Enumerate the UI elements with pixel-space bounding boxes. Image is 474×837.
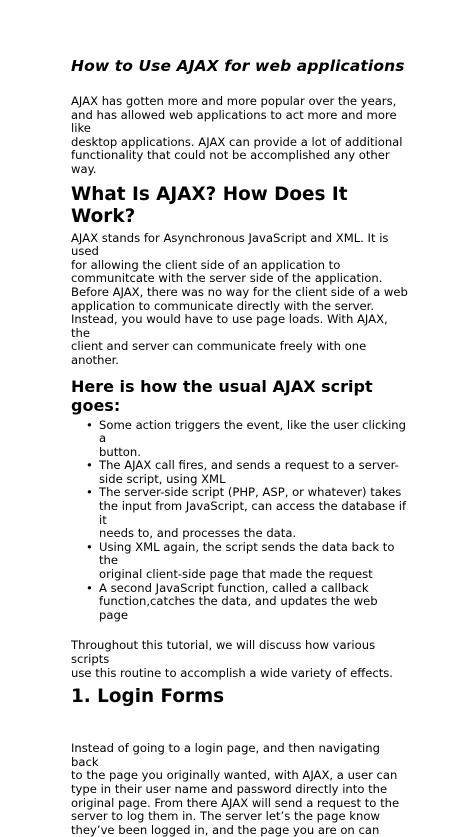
ajax-steps-list [71, 419, 408, 623]
section-heading-login-forms: 1. Login Forms [71, 686, 225, 708]
list-item-text: A second JavaScript function, called a callback function,catches the data, and updates the web page [99, 580, 378, 622]
bullet-icon: • [86, 580, 93, 595]
list-item [86, 458, 408, 486]
bullet-icon: • [86, 485, 93, 500]
list-item [86, 539, 408, 582]
section-outro-paragraph: Throughout this tutorial, we will discuss how various scripts use this routine to accomplish a wide variety of effects. [71, 638, 393, 680]
section-heading-ajax-script: Here is how the usual AJAX script goes: [71, 376, 373, 415]
list-item [86, 485, 408, 541]
list-item-text: The AJAX call fires, and sends a request to a server- side script, using XML [99, 458, 399, 486]
list-item [86, 417, 408, 460]
section-body-login-forms: Instead of going to a login page, and then navigating back to the page you originally wanted, with AJAX, a user can type in their user name and password directly into the original page. From there AJAX will send a request to the server to log them in. The server let’s the page know they’ve been logged in, and the page you are on can [71, 741, 400, 837]
document-title: How to Use AJAX for web applications [71, 57, 405, 75]
bullet-icon: • [86, 417, 93, 432]
list-item-text: Using XML again, the script sends the data back to the original client-side page that made the request [99, 539, 395, 582]
intro-paragraph: AJAX has gotten more and more popular over the years, and has allowed web applications to act more and more like desktop applications. AJAX can provide a lot of additional functionality that could not be accomplished any other way. [71, 94, 403, 176]
section-heading-what-is-ajax: What Is AJAX? How Does It Work? [71, 183, 348, 227]
section-body-what-is-ajax: AJAX stands for Asynchronous JavaScript and XML. It is used for allowing the client side of an application to communitcate with the server side of the application. Before AJAX, there was no way for the client side of a web application to communicate directly with the server. Instead, you would have to use page loads. With AJAX, the client and server can communicate freely with one another. [71, 230, 408, 367]
list-item [86, 580, 408, 623]
list-item-text: The server-side script (PHP, ASP, or whatever) takes the input from JavaScript, can access the database if it needs to, and processes the data. [99, 485, 407, 541]
list-item-text: Some action triggers the event, like the user clicking a button. [99, 417, 406, 459]
bullet-icon: • [86, 458, 93, 473]
bullet-icon: • [86, 539, 93, 554]
